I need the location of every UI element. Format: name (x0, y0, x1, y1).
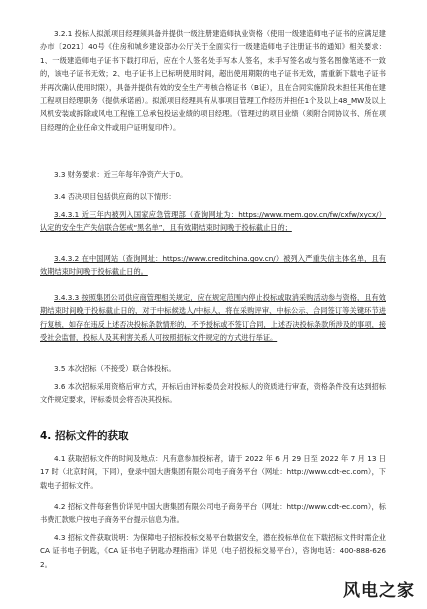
paragraph-3-6: 3.6 本次招标采用资格后审方式，开标后由评标委员会对投标人的资质进行审查，资格条件没有达到招标文件规定要求，评标委员会将否决其投标。 (40, 382, 386, 405)
paragraph-4-3: 4.3 招标文件获取说明：为保障电子招标投标交易平台数据安全，潜在投标单位在下载招标文件时需企业 CA 证书电子钥匙，《CA 证书电子钥匙办理指南》详见（电子招投标交易平台），咨询电话：400-888-6262。 (40, 533, 386, 569)
paragraph-4-2: 4.2 招标文件每套售价详见中国大唐集团有限公司电子商务平台（网址：http://www.cdt-ec.com），标书费汇款账户按电子商务平台提示信息为准。 (40, 502, 386, 525)
paragraph-3-4-3-2: 3.4.3.2 在中国网站（查询网址：https://www.creditchina.gov.cn/）被列入严重失信主体名单，且有效期结束时间晚于投标截止日的。 (40, 254, 386, 277)
paragraph-4-1: 4.1 获取招标文件的时间及地点：凡有意参加投标者，请于 2022 年 6 月 29 日至 2022 年 7 月 13 日 17 时（北京时间，下同），登录中国大唐集团有限公司电子商务平台（网址：http://www.cdt-ec.com），下载电子招标文件。 (40, 454, 386, 490)
watermark-logo: 风电之家 (343, 581, 415, 601)
paragraph-3-5: 3.5 本次招标（不接受）联合体投标。 (54, 364, 176, 373)
paragraph-3-4: 3.4 否决项目包括供应商的以下情形： (54, 192, 176, 201)
paragraph-3-3: 3.3 财务要求：近三年每年净资产大于0。 (54, 170, 188, 179)
paragraph-3-2-1: 3.2.1 投标人拟派项目经理须具备并提供一级注册建造师执业资格（使用一级建造师电子证书的应满足建办市〔2021〕40号《住房和城乡建设部办公厅关于全面实行一级建造师电子注册证书的通知》相关要求：1、一级建造师电子证书下载打印后，应在个人签名处手写本人签名，未手写签名或与签名图像笔迹不一致的，该电子证书无效；2、电子证书上已标明使用时间，超出使用期限的电子证书无效，需重新下载电子证书并再次确认使用时限），具备并提供有效的安全生产考核合格证书（B证），且在合同实施阶段未担任其他在建工程项目经理职务（提供承诺函）。拟派项目经理具有从事项目管理工作经历并担任1个及以上48_MW及以上风机安装或拆除或风电工程施工总承包投运业绩的项目经理。（管理过的项目业绩（须附合同协议书、所在项目经理的企业任命文件或用户证明复印件）。 (40, 29, 386, 132)
section-4-heading: 4. 招标文件的获取 (40, 430, 129, 442)
paragraph-3-4-3-3: 3.4.3.3 按照集团公司供应商管理相关规定，应在规定范围内停止投标或取消采购活动参与资格，且有效期结束时间晚于投标截止日的，对于中标候选人/中标人，将在采购评审、中标公示、合同签订等关键环节进行复核，如存在违反上述否决投标条款情形的，不予授标或不签订合同，上述否决投标条款所涉及的事项，接受社会监督，投标人及其利害关系人可按照招标文件规定的方式进行举证。 (40, 293, 386, 343)
paragraph-3-4-3-1: 3.4.3.1 近三年内被列入国家应急管理部（查询网址为：https://www.mem.gov.cn/fw/cxfw/xycx/）认定的安全生产失信联合惩戒“黑名单”，且有效期结束时间晚于投标截止日的； (40, 210, 386, 233)
